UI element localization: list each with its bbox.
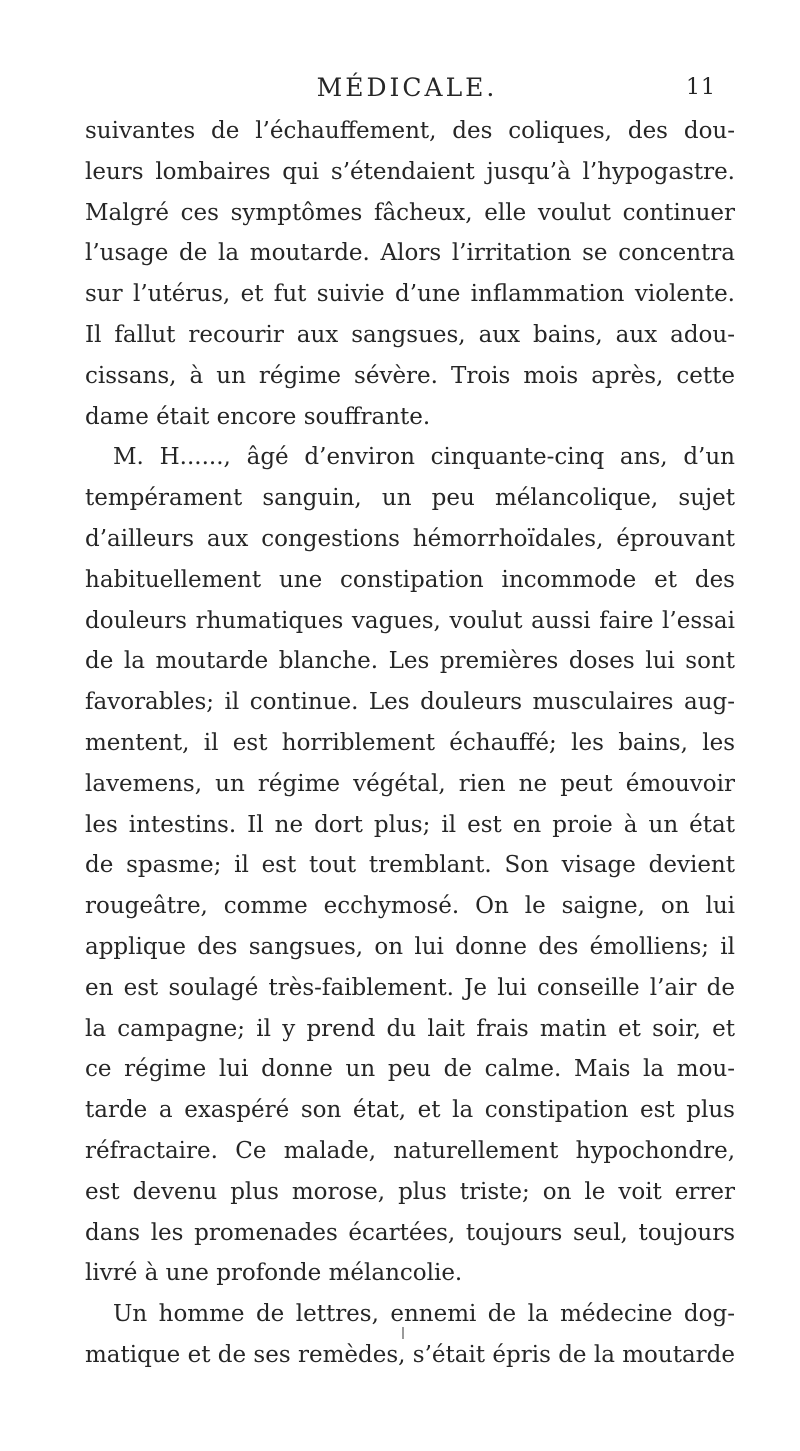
text-line: réfractaire. Ce malade, naturellement hypochondre, [85, 1137, 735, 1164]
text-line: Malgré ces symptômes fâcheux, elle voulut continuer [85, 199, 735, 226]
text-line: M. H......, âgé d’environ cinquante-cinq ans, d’un [113, 444, 735, 471]
text-line: Il fallut recourir aux sangsues, aux bains, aux adou- [85, 321, 735, 348]
text-line: livré à une profonde mélancolie. [85, 1260, 463, 1287]
text-line: est devenu plus morose, plus triste; on le voit errer [85, 1178, 735, 1205]
text-line: matique et de ses remèdes, s’était épris de la moutarde [85, 1341, 735, 1368]
text-line: la campagne; il y prend du lait frais matin et soir, et [85, 1015, 735, 1042]
text-line: l’usage de la moutarde. Alors l’irritation se concentra [85, 240, 735, 267]
text-line: rougeâtre, comme ecchymosé. On le saigne, on lui [85, 893, 735, 920]
text-line: sur l’utérus, et fut suivie d’une inflammation violente. [85, 281, 735, 308]
text-line: douleurs rhumatiques vagues, voulut aussi faire l’essai [85, 607, 735, 634]
text-line: d’ailleurs aux congestions hémorrhoïdales, éprouvant [85, 525, 735, 552]
text-line: de la moutarde blanche. Les premières doses lui sont [85, 648, 735, 675]
running-head [0, 70, 800, 106]
text-line: favorables; il continue. Les douleurs musculaires aug- [85, 689, 735, 716]
text-line: en est soulagé très-faiblement. Je lui conseille l’air de [85, 974, 735, 1001]
text-line: Un homme de lettres, ennemi de la médecine dog- [113, 1301, 735, 1328]
ink-speck [402, 1327, 404, 1339]
text-line: dans les promenades écartées, toujours seul, toujours [85, 1219, 735, 1246]
text-line: cissans, à un régime sévère. Trois mois après, cette [85, 362, 735, 389]
text-line: lavemens, un régime végétal, rien ne peut émouvoir [85, 770, 735, 797]
text-line: de spasme; il est tout tremblant. Son visage devient [85, 852, 735, 879]
text-line: mentent, il est horriblement échauffé; les bains, les [85, 729, 735, 756]
page-number: 11 [686, 75, 716, 100]
text-line: habituellement une constipation incommode et des [85, 566, 735, 593]
text-line: les intestins. Il ne dort plus; il est en proie à un état [85, 811, 735, 838]
body-text [85, 111, 735, 1376]
text-line: ce régime lui donne un peu de calme. Mais la mou- [85, 1056, 735, 1083]
text-line: applique des sangsues, on lui donne des émolliens; il [85, 933, 735, 960]
text-line: tempérament sanguin, un peu mélancolique, sujet [85, 485, 735, 512]
text-line: suivantes de l’échauffement, des coliques, des dou- [85, 118, 735, 144]
text-line: dame était encore souffrante. [85, 403, 431, 430]
text-line: leurs lombaires qui s’étendaient jusqu’à l’hypogastre. [85, 158, 735, 185]
running-title: MÉDICALE. [316, 73, 498, 102]
text-line: tarde a exaspéré son état, et la constipation est plus [85, 1097, 735, 1124]
